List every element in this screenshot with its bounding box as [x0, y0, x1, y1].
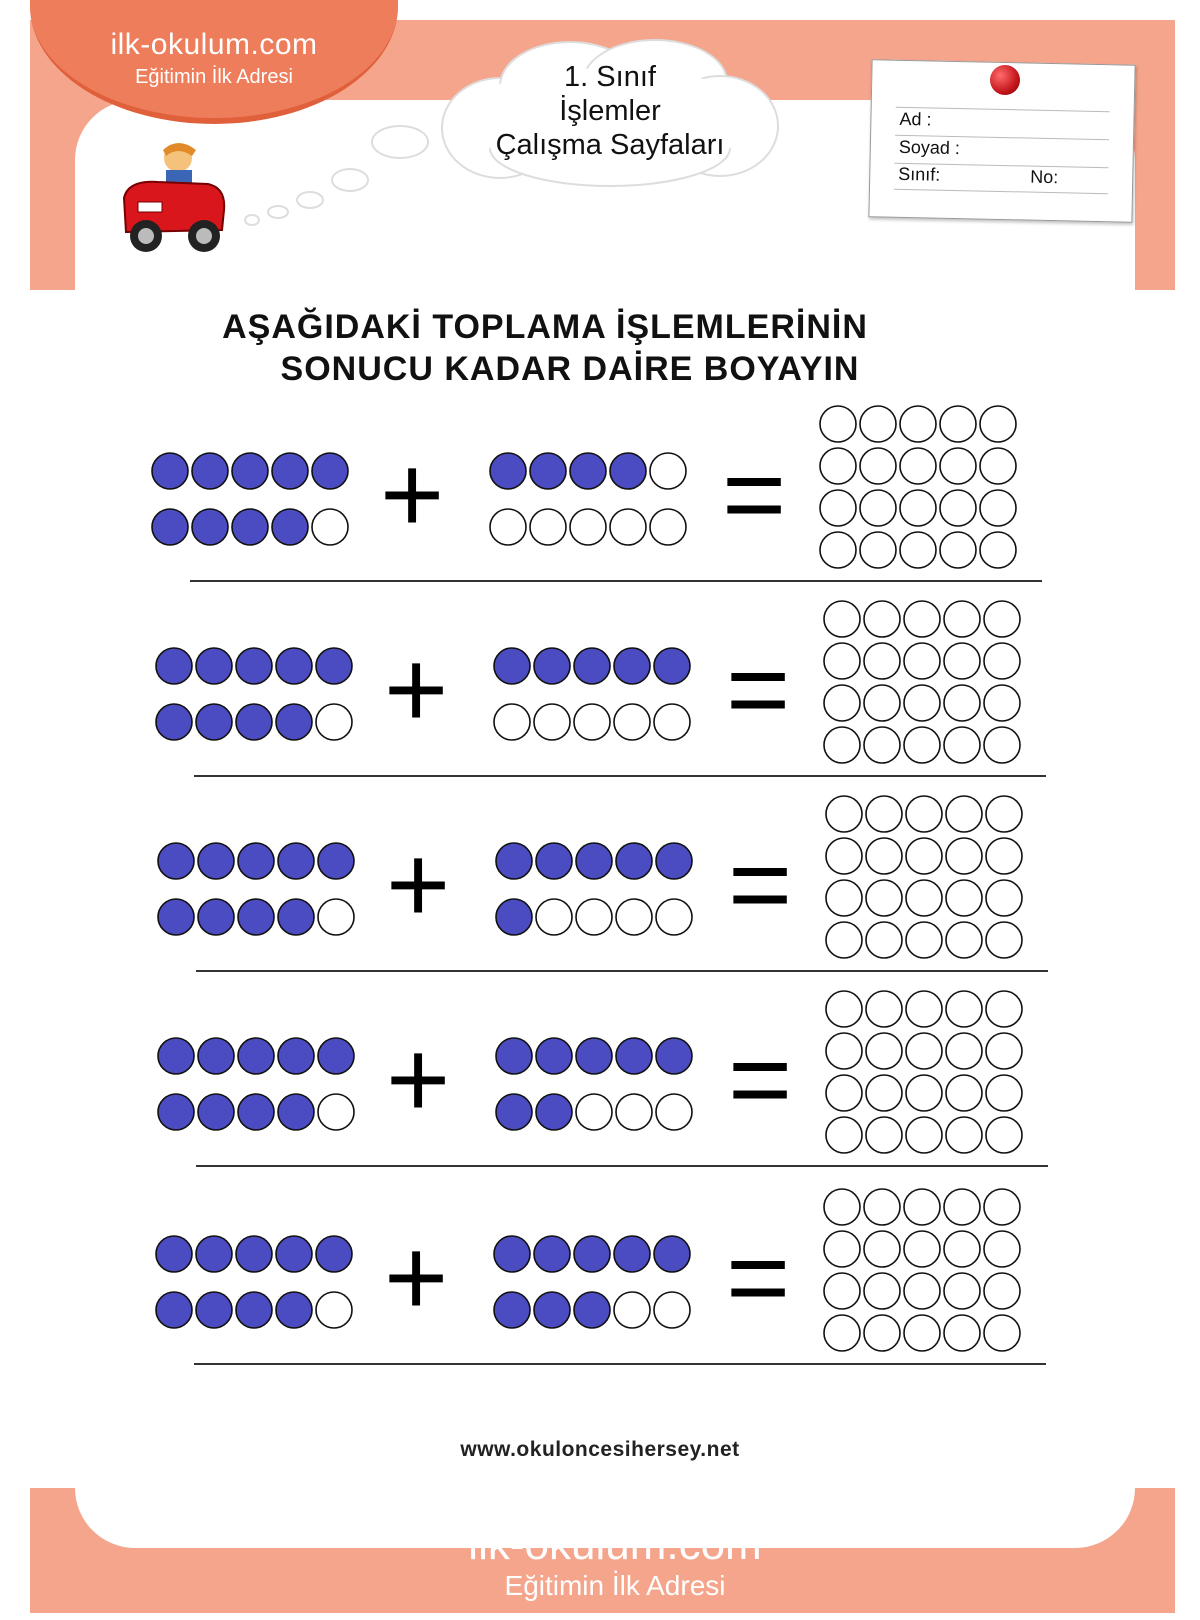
filled-dot [496, 843, 532, 879]
left-dot-group [156, 840, 356, 945]
answer-circle [826, 1033, 862, 1069]
empty-dot [576, 899, 612, 935]
filled-dot [536, 1038, 572, 1074]
answer-circle [866, 991, 902, 1027]
filled-dot [198, 843, 234, 879]
plus-sign: + [386, 1018, 451, 1141]
answer-grid [822, 598, 1032, 770]
answer-circle [866, 838, 902, 874]
answer-circle [980, 448, 1016, 484]
empty-dot [614, 704, 650, 740]
empty-dot [318, 899, 354, 935]
answer-grid [818, 403, 1028, 575]
answer-circle [864, 1273, 900, 1309]
answer-circle [946, 796, 982, 832]
filled-dot [156, 704, 192, 740]
filled-dot [496, 1038, 532, 1074]
empty-dot [654, 1292, 690, 1328]
filled-dot [574, 1292, 610, 1328]
filled-dot [158, 1094, 194, 1130]
empty-dot [316, 1292, 352, 1328]
empty-dot [534, 704, 570, 740]
answer-circle [946, 880, 982, 916]
filled-dot [236, 1292, 272, 1328]
answer-circle [906, 991, 942, 1027]
filled-dot [318, 843, 354, 879]
filled-dot [312, 453, 348, 489]
filled-dot [278, 1094, 314, 1130]
empty-dot [654, 704, 690, 740]
row-separator [190, 580, 1042, 582]
instruction-line-1: AŞAĞIDAKİ TOPLAMA İŞLEMLERİNİN [222, 308, 868, 346]
answer-circle [980, 532, 1016, 568]
answer-circle [946, 1033, 982, 1069]
cloud-line-3: Çalışma Sayfaları [495, 129, 725, 161]
answer-circle [980, 406, 1016, 442]
answer-circle [900, 490, 936, 526]
left-dot-group [154, 645, 354, 750]
answer-circle [826, 1117, 862, 1153]
answer-circle [820, 532, 856, 568]
answer-circle [826, 838, 862, 874]
answer-circle [906, 1033, 942, 1069]
answer-circle [904, 1189, 940, 1225]
answer-circle [866, 1117, 902, 1153]
filled-dot [152, 453, 188, 489]
answer-circle [826, 880, 862, 916]
row-separator [196, 1165, 1048, 1167]
answer-circle [866, 1033, 902, 1069]
answer-circle [940, 490, 976, 526]
filled-dot [156, 1292, 192, 1328]
answer-circle [940, 448, 976, 484]
filled-dot [196, 1292, 232, 1328]
empty-dot [530, 509, 566, 545]
filled-dot [570, 453, 606, 489]
footer-logo-title: ilk-okulum.com [468, 1520, 762, 1569]
filled-dot [196, 704, 232, 740]
answer-circle [944, 601, 980, 637]
empty-dot [650, 509, 686, 545]
filled-dot [656, 1038, 692, 1074]
filled-dot [536, 843, 572, 879]
empty-dot [616, 899, 652, 935]
filled-dot [614, 648, 650, 684]
right-dot-group [494, 1035, 694, 1140]
answer-circle [824, 1231, 860, 1267]
answer-circle [944, 1231, 980, 1267]
answer-circle [820, 448, 856, 484]
footer-url: www.okuloncesihersey.net [460, 1438, 740, 1461]
filled-dot [574, 648, 610, 684]
filled-dot [278, 1038, 314, 1074]
answer-circle [984, 685, 1020, 721]
answer-circle [860, 448, 896, 484]
answer-circle [906, 1117, 942, 1153]
answer-circle [984, 1315, 1020, 1351]
filled-dot [198, 1094, 234, 1130]
answer-circle [984, 601, 1020, 637]
empty-dot [610, 509, 646, 545]
answer-circle [980, 490, 1016, 526]
instruction-line-2: SONUCU KADAR DAİRE BOYAYIN [280, 350, 860, 388]
empty-dot [490, 509, 526, 545]
answer-circle [826, 991, 862, 1027]
class-label: Sınıf: [898, 163, 941, 185]
filled-dot [278, 843, 314, 879]
right-dot-group [492, 1233, 692, 1338]
cloud-line-1: 1. Sınıf [564, 61, 656, 93]
answer-grid [824, 793, 1034, 965]
filled-dot [158, 1038, 194, 1074]
filled-dot [272, 453, 308, 489]
empty-dot [650, 453, 686, 489]
answer-circle [906, 880, 942, 916]
filled-dot [278, 899, 314, 935]
filled-dot [654, 1236, 690, 1272]
answer-circle [900, 532, 936, 568]
answer-circle [946, 1075, 982, 1111]
answer-circle [904, 685, 940, 721]
answer-circle [984, 1231, 1020, 1267]
answer-circle [984, 1273, 1020, 1309]
filled-dot [530, 453, 566, 489]
equals-sign: = [722, 433, 787, 556]
answer-circle [986, 1033, 1022, 1069]
filled-dot [198, 899, 234, 935]
answer-circle [864, 685, 900, 721]
answer-circle [944, 727, 980, 763]
filled-dot [494, 1292, 530, 1328]
answer-circle [986, 1075, 1022, 1111]
answer-circle [940, 406, 976, 442]
logo-title: ilk-okulum.com [110, 28, 318, 61]
row-separator [194, 775, 1046, 777]
filled-dot [656, 843, 692, 879]
filled-dot [276, 704, 312, 740]
answer-circle [906, 796, 942, 832]
answer-circle [946, 922, 982, 958]
filled-dot [156, 1236, 192, 1272]
logo-subtitle: Eğitimin İlk Adresi [135, 66, 293, 88]
plus-sign: + [386, 823, 451, 946]
plus-sign: + [384, 1216, 449, 1339]
name-label: Ad : [899, 108, 932, 130]
filled-dot [152, 509, 188, 545]
empty-dot [616, 1094, 652, 1130]
answer-circle [984, 727, 1020, 763]
answer-circle [906, 1075, 942, 1111]
answer-circle [864, 1231, 900, 1267]
answer-circle [944, 1315, 980, 1351]
filled-dot [236, 1236, 272, 1272]
empty-dot [576, 1094, 612, 1130]
answer-grid [824, 988, 1034, 1160]
filled-dot [534, 1236, 570, 1272]
answer-circle [986, 838, 1022, 874]
filled-dot [238, 899, 274, 935]
answer-circle [986, 796, 1022, 832]
filled-dot [276, 1236, 312, 1272]
answer-circle [866, 880, 902, 916]
filled-dot [496, 1094, 532, 1130]
right-dot-group [492, 645, 692, 750]
filled-dot [196, 1236, 232, 1272]
answer-circle [864, 1189, 900, 1225]
filled-dot [494, 1236, 530, 1272]
answer-circle [904, 1231, 940, 1267]
filled-dot [158, 899, 194, 935]
filled-dot [616, 843, 652, 879]
filled-dot [316, 648, 352, 684]
filled-dot [238, 843, 274, 879]
filled-dot [616, 1038, 652, 1074]
answer-circle [940, 532, 976, 568]
empty-dot [318, 1094, 354, 1130]
answer-circle [824, 601, 860, 637]
row-separator [194, 1363, 1046, 1365]
answer-circle [824, 1273, 860, 1309]
answer-circle [944, 685, 980, 721]
answer-circle [944, 1273, 980, 1309]
answer-circle [860, 406, 896, 442]
answer-circle [904, 727, 940, 763]
answer-circle [900, 448, 936, 484]
right-dot-group [494, 840, 694, 945]
filled-dot [276, 1292, 312, 1328]
empty-dot [316, 704, 352, 740]
answer-circle [944, 643, 980, 679]
filled-dot [232, 453, 268, 489]
row-separator [196, 970, 1048, 972]
answer-circle [820, 406, 856, 442]
empty-dot [656, 1094, 692, 1130]
answer-circle [866, 922, 902, 958]
equals-sign: = [726, 628, 791, 751]
equals-sign: = [726, 1216, 791, 1339]
filled-dot [238, 1094, 274, 1130]
equals-sign: = [728, 1018, 793, 1141]
equals-sign: = [728, 823, 793, 946]
answer-circle [864, 601, 900, 637]
answer-circle [984, 643, 1020, 679]
filled-dot [232, 509, 268, 545]
answer-circle [824, 727, 860, 763]
answer-circle [904, 1273, 940, 1309]
answer-circle [986, 922, 1022, 958]
answer-circle [944, 1189, 980, 1225]
filled-dot [574, 1236, 610, 1272]
filled-dot [316, 1236, 352, 1272]
filled-dot [534, 648, 570, 684]
answer-circle [904, 643, 940, 679]
answer-circle [986, 991, 1022, 1027]
answer-circle [826, 1075, 862, 1111]
answer-circle [860, 532, 896, 568]
answer-circle [860, 490, 896, 526]
surname-label: Soyad : [898, 136, 961, 159]
answer-circle [946, 991, 982, 1027]
filled-dot [156, 648, 192, 684]
empty-dot [312, 509, 348, 545]
plus-sign: + [380, 433, 445, 556]
filled-dot [576, 843, 612, 879]
left-dot-group [154, 1233, 354, 1338]
answer-circle [984, 1189, 1020, 1225]
answer-circle [900, 406, 936, 442]
answer-circle [906, 838, 942, 874]
empty-dot [494, 704, 530, 740]
answer-circle [864, 1315, 900, 1351]
filled-dot [158, 843, 194, 879]
answer-circle [904, 1315, 940, 1351]
filled-dot [238, 1038, 274, 1074]
answer-circle [946, 1117, 982, 1153]
filled-dot [534, 1292, 570, 1328]
answer-circle [986, 880, 1022, 916]
empty-dot [570, 509, 606, 545]
answer-circle [946, 838, 982, 874]
filled-dot [654, 648, 690, 684]
filled-dot [610, 453, 646, 489]
plus-sign: + [384, 628, 449, 751]
cloud-line-2: İşlemler [559, 95, 661, 127]
footer-logo-subtitle: Eğitimin İlk Adresi [504, 1570, 726, 1601]
empty-dot [614, 1292, 650, 1328]
filled-dot [276, 648, 312, 684]
answer-circle [986, 1117, 1022, 1153]
empty-dot [656, 899, 692, 935]
empty-dot [574, 704, 610, 740]
filled-dot [576, 1038, 612, 1074]
filled-dot [490, 453, 526, 489]
filled-dot [196, 648, 232, 684]
filled-dot [192, 509, 228, 545]
answer-circle [904, 601, 940, 637]
answer-circle [864, 727, 900, 763]
answer-circle [820, 490, 856, 526]
answer-circle [866, 796, 902, 832]
answer-circle [826, 796, 862, 832]
answer-circle [824, 685, 860, 721]
filled-dot [496, 899, 532, 935]
filled-dot [536, 1094, 572, 1130]
filled-dot [318, 1038, 354, 1074]
filled-dot [192, 453, 228, 489]
filled-dot [272, 509, 308, 545]
right-dot-group [488, 450, 688, 555]
answer-circle [864, 643, 900, 679]
answer-circle [866, 1075, 902, 1111]
filled-dot [494, 648, 530, 684]
answer-circle [824, 643, 860, 679]
answer-circle [906, 922, 942, 958]
left-dot-group [150, 450, 350, 555]
answer-grid [822, 1186, 1032, 1358]
number-label: No: [1030, 166, 1059, 188]
answer-circle [824, 1315, 860, 1351]
filled-dot [614, 1236, 650, 1272]
filled-dot [236, 648, 272, 684]
left-dot-group [156, 1035, 356, 1140]
answer-circle [826, 922, 862, 958]
empty-dot [536, 899, 572, 935]
filled-dot [236, 704, 272, 740]
answer-circle [824, 1189, 860, 1225]
filled-dot [198, 1038, 234, 1074]
